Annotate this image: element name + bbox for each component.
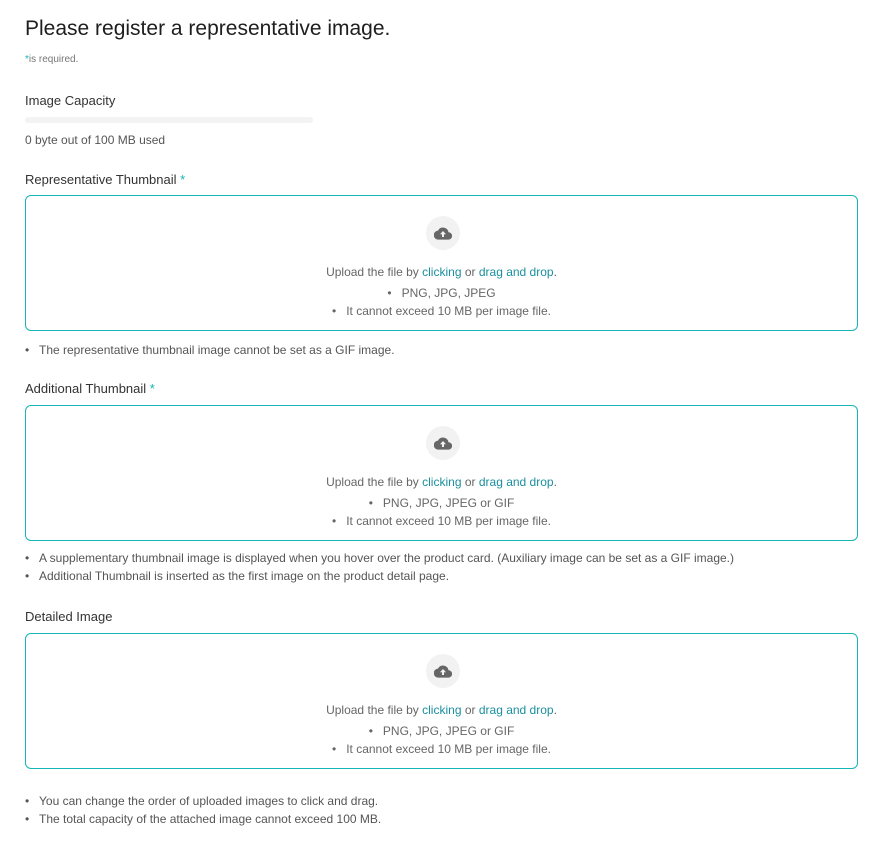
allowed-formats: • PNG, JPG, JPEG or GIF	[26, 494, 857, 512]
upload-instruction-middle: or	[461, 265, 479, 279]
additional-thumbnail-label	[25, 381, 155, 396]
note-item: • You can change the order of uploaded images to click and drag.	[25, 792, 381, 810]
note-item: • The representative thumbnail image cannot be set as a GIF image.	[25, 341, 395, 359]
drag-and-drop-link[interactable]: drag and drop	[478, 703, 554, 717]
required-marker: *	[25, 54, 29, 65]
size-limit: • It cannot exceed 10 MB per image file.	[26, 512, 857, 530]
additional-thumbnail-dropzone[interactable]	[25, 405, 858, 541]
upload-instruction-prefix: Upload the file by	[326, 475, 423, 489]
upload-instruction-middle: or	[461, 703, 479, 717]
image-capacity-label: Image Capacity	[25, 93, 116, 108]
upload-instruction-prefix: Upload the file by	[326, 265, 423, 279]
upload-instruction-middle: or	[461, 475, 479, 489]
required-note-text: is required.	[28, 54, 79, 65]
capacity-progress-bar	[25, 117, 313, 123]
detailed-notes	[25, 792, 381, 828]
clicking-link[interactable]: clicking	[422, 475, 462, 489]
drag-and-drop-link[interactable]: drag and drop	[478, 475, 554, 489]
detailed-image-dropzone[interactable]	[25, 633, 858, 769]
file-requirements-list	[26, 722, 857, 758]
upload-instruction	[26, 475, 857, 489]
detailed-image-label: Detailed Image	[25, 609, 113, 624]
additional-notes	[25, 549, 734, 585]
capacity-usage-text: 0 byte out of 100 MB used	[25, 133, 166, 147]
required-note	[25, 54, 78, 65]
allowed-formats: • PNG, JPG, JPEG or GIF	[26, 722, 857, 740]
cloud-upload-icon	[426, 426, 460, 460]
file-requirements-list	[26, 284, 857, 320]
upload-instruction-suffix: .	[553, 475, 557, 489]
page-title: Please register a representative image.	[25, 17, 391, 40]
allowed-formats: • PNG, JPG, JPEG	[26, 284, 857, 302]
cloud-upload-icon	[426, 654, 460, 688]
drag-and-drop-link[interactable]: drag and drop	[478, 265, 554, 279]
representative-thumbnail-label	[25, 172, 185, 187]
representative-thumbnail-dropzone[interactable]	[25, 195, 858, 331]
upload-instruction	[26, 703, 857, 717]
upload-instruction-suffix: .	[553, 265, 557, 279]
clicking-link[interactable]: clicking	[422, 703, 462, 717]
representative-notes	[25, 341, 395, 359]
upload-instruction-suffix: .	[553, 703, 557, 717]
file-requirements-list	[26, 494, 857, 530]
required-marker: *	[180, 172, 186, 187]
note-item: • A supplementary thumbnail image is displayed when you hover over the product card. (Auxiliary image can be set as a GIF image.)	[25, 549, 734, 567]
required-marker: *	[149, 381, 155, 396]
upload-instruction	[26, 265, 857, 279]
representative-thumbnail-label-text: Representative Thumbnail	[25, 172, 177, 187]
cloud-upload-icon	[426, 216, 460, 250]
size-limit: • It cannot exceed 10 MB per image file.	[26, 740, 857, 758]
additional-thumbnail-label-text: Additional Thumbnail	[25, 381, 147, 396]
upload-instruction-prefix: Upload the file by	[326, 703, 423, 717]
size-limit: • It cannot exceed 10 MB per image file.	[26, 302, 857, 320]
note-item: • Additional Thumbnail is inserted as the first image on the product detail page.	[25, 567, 734, 585]
clicking-link[interactable]: clicking	[422, 265, 462, 279]
note-item: • The total capacity of the attached image cannot exceed 100 MB.	[25, 810, 381, 828]
